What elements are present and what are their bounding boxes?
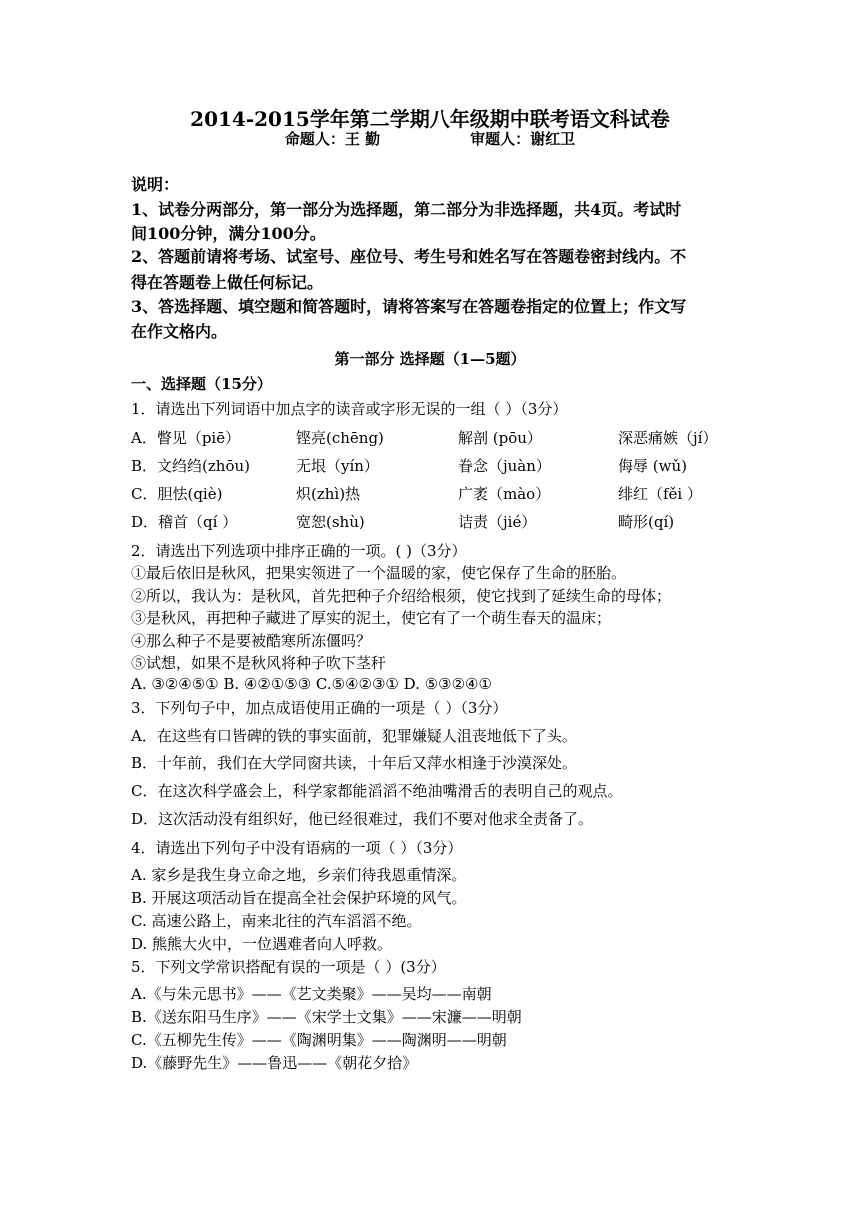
q1-option-cell: 广袤（mào） — [458, 485, 551, 503]
q3-option: D．这次活动没有组织好，他已经很难过，我们不要对他求全责备了。 — [131, 810, 594, 828]
question-5-stem: 5．下列文学常识搭配有误的一项是（ ）(3分） — [131, 958, 446, 976]
q1-option-cell: A．瞥见（piē） — [131, 429, 241, 447]
q2-options: A. ③②④⑤① B. ④②①⑤③ C.⑤④②③① D. ⑤③②④① — [131, 675, 492, 693]
q2-item: ①最后依旧是秋风，把果实领进了一个温暖的家，使它保存了生命的胚胎。 — [131, 564, 627, 582]
q1-option-cell: 诘责（jié） — [458, 513, 537, 531]
q3-option: A．在这些有口皆碑的铁的事实面前，犯罪嫌疑人沮丧地低下了头。 — [131, 727, 577, 745]
instruction-line: 得在答题卷上做任何标记。 — [131, 273, 324, 292]
reviewer-label: 审题人：谢红卫 — [470, 130, 576, 148]
q1-option-cell: 侮辱 (wǔ) — [618, 457, 687, 475]
part-title: 第一部分 选择题（1—5题） — [334, 350, 526, 368]
q2-item: ④那么种子不是要被酷寒所冻僵吗？ — [131, 632, 372, 650]
instruction-line: 2、答题前请将考场、试室号、座位号、考生号和姓名写在答题卷密封线内。不 — [131, 247, 687, 266]
q4-option: C. 高速公路上，南来北往的汽车滔滔不绝。 — [131, 912, 422, 930]
q1-option-cell: B．文绉绉(zhōu) — [131, 457, 250, 475]
instructions-heading: 说明： — [131, 175, 180, 194]
question-1-stem: 1．请选出下列词语中加点字的读音或字形无误的一组（ ）（3分） — [131, 400, 568, 418]
question-2-stem: 2．请选出下列选项中排序正确的一项。( )（3分） — [131, 542, 467, 560]
page-title: 2014-2015学年第二学期八年级期中联考语文科试卷 — [190, 107, 670, 131]
question-3-stem: 3．下列句子中，加点成语使用正确的一项是（ ）（3分） — [131, 699, 508, 717]
q5-option: B.《送东阳马生序》——《宋学士文集》——宋濂——明朝 — [131, 1008, 522, 1026]
authors-line — [0, 128, 860, 149]
q3-option: B．十年前，我们在大学同窗共读，十年后又萍水相逢于沙漠深处。 — [131, 754, 578, 772]
question-4-stem: 4．请选出下列句子中没有语病的一项（ ）（3分） — [131, 839, 463, 857]
q4-option: B. 开展这项活动旨在提高全社会保护环境的风气。 — [131, 889, 467, 907]
q1-option-cell: 宽恕(shù) — [296, 513, 365, 531]
q1-option-cell: 深恶痛嫉（jí） — [618, 429, 718, 447]
q1-option-cell: D．稽首（qí ） — [131, 513, 238, 531]
instruction-line: 在作文格内。 — [131, 322, 228, 341]
author-label: 命题人：王 勤 — [284, 130, 381, 148]
instruction-line: 3、答选择题、填空题和简答题时，请将答案写在答题卷指定的位置上；作文写 — [131, 297, 687, 316]
q1-option-cell: 畸形(qí) — [618, 513, 675, 531]
q1-option-cell: 无垠（yín） — [296, 457, 379, 475]
q5-option: C.《五柳先生传》——《陶渊明集》——陶渊明——明朝 — [131, 1031, 507, 1049]
q1-option-cell: 眷念（juàn） — [458, 457, 551, 475]
q4-option: D. 熊熊大火中，一位遇难者向人呼救。 — [131, 935, 393, 953]
instruction-line: 间100分钟，满分100分。 — [131, 224, 326, 243]
q5-option: A.《与朱元思书》——《艺文类聚》——吴均——南朝 — [131, 985, 492, 1003]
q1-option-cell: 铿亮(chēng) — [296, 429, 384, 447]
q1-option-cell: 炽(zhì)热 — [296, 485, 361, 503]
q5-option: D.《藤野先生》——鲁迅——《朝花夕拾》 — [131, 1054, 418, 1072]
q3-option: C．在这次科学盛会上，科学家都能滔滔不绝油嘴滑舌的表明自己的观点。 — [131, 782, 623, 800]
q1-option-cell: C．胆怯(qiè) — [131, 485, 223, 503]
instruction-line: 1、试卷分两部分，第一部分为选择题，第二部分为非选择题，共4页。考试时 — [131, 200, 682, 219]
q2-item: ③是秋风，再把种子藏进了厚实的泥土，使它有了一个萌生春天的温床； — [131, 609, 612, 627]
section-title: 一、选择题（15分） — [131, 375, 272, 393]
q2-item: ⑤试想，如果不是秋风将种子吹下茎秆 — [131, 654, 387, 672]
q2-item: ②所以，我认为：是秋风，首先把种子介绍给根须，使它找到了延续生命的母体； — [131, 587, 672, 605]
q1-option-cell: 解剖 (pōu） — [458, 429, 542, 447]
q1-option-cell: 绯红（fěi ） — [618, 485, 702, 503]
q4-option: A. 家乡是我生身立命之地，乡亲们待我恩重情深。 — [131, 866, 467, 884]
